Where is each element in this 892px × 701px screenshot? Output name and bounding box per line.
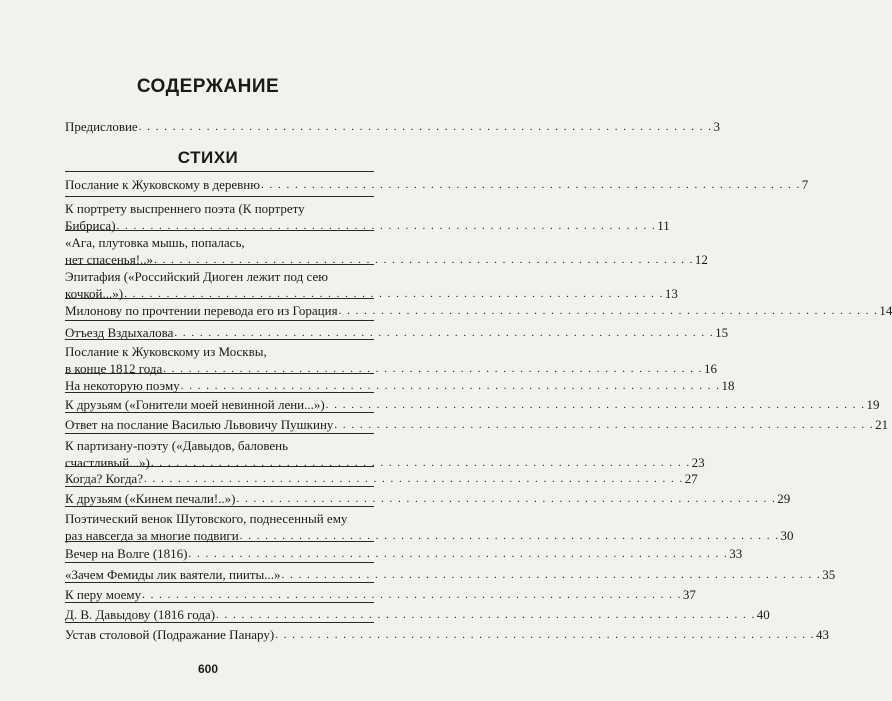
- toc-entry-page: 11: [657, 218, 670, 233]
- toc-entry-page: 21: [875, 417, 889, 432]
- dot-leader: . . . . . . . . . . . . . . . . . . . . . . . . . . . . . . . . . . . . . . . . . . . . . . . . . . . . . . . . . . . . . . . .: [325, 399, 866, 411]
- toc-entry: [65, 510, 794, 544]
- toc-entry-page: 3: [713, 119, 720, 134]
- entry-divider: [65, 339, 374, 340]
- toc-entry: [65, 470, 698, 487]
- dot-leader: . . . . . . . . . . . . . . . . . . . . . . . . . . . . . . . . . . . . . . . . . . . . . . . . . . . . . . . . . . . . . . . .: [236, 493, 777, 505]
- toc-entry: [65, 416, 889, 433]
- dot-leader: . . . . . . . . . . . . . . . . . . . . . . . . . . . . . . . . . . . . . . . . . . . . . . . . . . . . . . . . . . . . . . . .: [163, 363, 703, 375]
- entry-divider: [65, 230, 374, 231]
- dot-leader: . . . . . . . . . . . . . . . . . . . . . . . . . . . . . . . . . . . . . . . . . . . . . . . . . . . . . . . . . . . . . . . .: [239, 530, 780, 542]
- toc-entry: [65, 234, 708, 268]
- toc-entry-page: 35: [822, 567, 836, 582]
- entry-divider: [65, 602, 374, 603]
- toc-entry-label-line: К перу моему: [65, 587, 142, 602]
- page-number: 600: [197, 662, 219, 676]
- toc-entry: [65, 586, 696, 603]
- entry-divider: [65, 264, 374, 265]
- dot-leader: . . . . . . . . . . . . . . . . . . . . . . . . . . . . . . . . . . . . . . . . . . . . . . . . . . . . . . . . . . . . . . . .: [150, 457, 691, 469]
- toc-entry-label-line: Милонову по прочтении перевода его из Горация: [65, 303, 338, 318]
- toc-entry-label-line: Послание к Жуковскому в деревню: [65, 177, 260, 192]
- toc-entry: [65, 343, 717, 377]
- toc-entry: [65, 200, 670, 234]
- toc-entry: [65, 176, 809, 193]
- toc-entry: [65, 545, 743, 562]
- toc-entry-label-line: Устав столовой (Подражание Панару): [65, 627, 275, 642]
- dot-leader: . . . . . . . . . . . . . . . . . . . . . . . . . . . . . . . . . . . . . . . . . . . . . . . . . . . . . . . . . . . . . . . .: [180, 380, 721, 392]
- toc-entry-page: 37: [682, 587, 696, 602]
- toc-entry-label-line: нет спасенья!..»: [65, 252, 154, 267]
- dot-leader: . . . . . . . . . . . . . . . . . . . . . . . . . . . . . . . . . . . . . . . . . . . . . . . . . . . . . . . . . . . . . . . .: [216, 609, 756, 621]
- toc-entry: [65, 302, 892, 319]
- entry-divider: [65, 412, 374, 413]
- toc-entry-page: 18: [721, 378, 735, 393]
- entry-divider: [65, 196, 374, 197]
- toc-entry-label-line: счастливый...»): [65, 455, 150, 470]
- toc-entry: [65, 566, 836, 583]
- toc-entry-label-line: К друзьям («Кинем печали!..»): [65, 491, 236, 506]
- toc-entry-label-line: К партизану-поэту («Давыдов, баловень: [65, 438, 289, 453]
- dot-leader: . . . . . . . . . . . . . . . . . . . . . . . . . . . . . . . . . . . . . . . . . . . . . . . . . . . . . . . . . . . . . . . .: [174, 327, 715, 339]
- entry-divider: [65, 622, 374, 623]
- dot-leader: . . . . . . . . . . . . . . . . . . . . . . . . . . . . . . . . . . . . . . . . . . . . . . . . . . . . . . . . . . . . . . . .: [143, 473, 684, 485]
- toc-entry-label-line: «Зачем Фемиды лик ваятели, пииты...»: [65, 567, 281, 582]
- dot-leader: . . . . . . . . . . . . . . . . . . . . . . . . . . . . . . . . . . . . . . . . . . . . . . . . . . . . . . . . . . . . . . . .: [154, 254, 694, 266]
- toc-entry-label-line: Д. В. Давыдову (1816 года): [65, 607, 216, 622]
- entry-divider: [65, 541, 374, 542]
- dot-leader: . . . . . . . . . . . . . . . . . . . . . . . . . . . . . . . . . . . . . . . . . . . . . . . . . . . . . . . . . . . . . . . .: [275, 629, 815, 641]
- toc-entry-page: 33: [729, 546, 743, 561]
- toc-entry-label-line: Ответ на послание Василью Львовичу Пушкину: [65, 417, 334, 432]
- entry-divider: [65, 373, 374, 374]
- entry-divider: [65, 466, 374, 467]
- entry-divider: [65, 320, 374, 321]
- toc-entry-page: 13: [664, 286, 678, 301]
- entry-divider: [65, 582, 374, 583]
- toc-entry-label-line: Отъезд Вздыхалова: [65, 325, 174, 340]
- toc-entry-page: 14: [879, 303, 892, 318]
- dot-leader: . . . . . . . . . . . . . . . . . . . . . . . . . . . . . . . . . . . . . . . . . . . . . . . . . . . . . . . . . . . . . . . .: [334, 419, 875, 431]
- dot-leader: . . . . . . . . . . . . . . . . . . . . . . . . . . . . . . . . . . . . . . . . . . . . . . . . . . . . . . . . . . . . . . . .: [260, 179, 801, 191]
- toc-entry-label-line: К портрету выспреннего поэта (К портрету: [65, 201, 305, 216]
- dot-leader: . . . . . . . . . . . . . . . . . . . . . . . . . . . . . . . . . . . . . . . . . . . . . . . . . . . . . . . . . . . . . . . .: [142, 589, 682, 601]
- toc-entry-page: 15: [715, 325, 729, 340]
- toc-entry: [65, 626, 829, 643]
- toc-entry-page: 16: [704, 361, 717, 376]
- toc-entry-label-line: Поэтический венок Шутовского, поднесенный ему: [65, 511, 348, 526]
- toc-entry-label-line: в конце 1812 года: [65, 361, 163, 376]
- toc-entry-label-line: Когда? Когда?: [65, 471, 143, 486]
- toc-entry: [65, 268, 678, 302]
- toc-entry-page: 43: [815, 627, 829, 642]
- toc-entry-label-line: Эпитафия («Российский Диоген лежит под сею: [65, 269, 328, 284]
- toc-entry-label-line: Послание к Жуковскому из Москвы,: [65, 344, 267, 359]
- toc-entry: [65, 606, 770, 623]
- toc-entry-label-line: раз навсегда за многие подвиги: [65, 528, 239, 543]
- toc-entry-label: Предисловие: [65, 119, 138, 134]
- toc-entry: [65, 490, 791, 507]
- toc-entry-label-line: Вечер на Волге (1816): [65, 546, 188, 561]
- toc-entry-preface: [65, 118, 720, 135]
- toc-entry-label-line: На некоторую поэму: [65, 378, 180, 393]
- toc-entry-page: 12: [694, 252, 708, 267]
- entry-divider: [65, 506, 374, 507]
- dot-leader: . . . . . . . . . . . . . . . . . . . . . . . . . . . . . . . . . . . . . . . . . . . . . . . . . . . . . . . . . . . . . . . .: [124, 288, 664, 300]
- dot-leader: . . . . . . . . . . . . . . . . . . . . . . . . . . . . . . . . . . . . . . . . . . . . . . . . . . . . . . . . . . . . . . . .: [338, 305, 879, 317]
- dot-leader: . . . . . . . . . . . . . . . . . . . . . . . . . . . . . . . . . . . . . . . . . . . . . . . . . . . . . . . . . . . . . . . . . . . .: [138, 121, 713, 133]
- toc-entry-page: 7: [801, 177, 809, 192]
- entry-divider: [65, 298, 374, 299]
- dot-leader: . . . . . . . . . . . . . . . . . . . . . . . . . . . . . . . . . . . . . . . . . . . . . . . . . . . . . . . . . . . . . . . .: [281, 569, 822, 581]
- toc-entry: [65, 396, 880, 413]
- entry-divider: [65, 171, 374, 172]
- toc-entry-page: 19: [866, 397, 880, 412]
- toc-entry-page: 30: [780, 528, 794, 543]
- toc-entry-label-line: «Ага, плутовка мышь, попалась,: [65, 235, 245, 250]
- toc-entry-label-line: К друзьям («Гонители моей невинной лени...»): [65, 397, 325, 412]
- toc-entry-page: 40: [756, 607, 770, 622]
- toc-entry-page: 29: [777, 491, 791, 506]
- entry-divider: [65, 486, 374, 487]
- dot-leader: . . . . . . . . . . . . . . . . . . . . . . . . . . . . . . . . . . . . . . . . . . . . . . . . . . . . . . . . . . . . . . . .: [116, 220, 657, 232]
- dot-leader: . . . . . . . . . . . . . . . . . . . . . . . . . . . . . . . . . . . . . . . . . . . . . . . . . . . . . . . . . . . . . . . .: [188, 548, 729, 560]
- toc-entry-page: 27: [684, 471, 698, 486]
- toc-entry-label-line: кочкой...»): [65, 286, 124, 301]
- section-title: СТИХИ: [177, 148, 239, 167]
- entry-divider: [65, 433, 374, 434]
- page-title: СОДЕРЖАНИЕ: [136, 76, 280, 97]
- toc-entry-label-line: Бибриса): [65, 218, 116, 233]
- toc-entry-page: 23: [691, 455, 705, 470]
- entry-divider: [65, 392, 374, 393]
- entry-divider: [65, 562, 374, 563]
